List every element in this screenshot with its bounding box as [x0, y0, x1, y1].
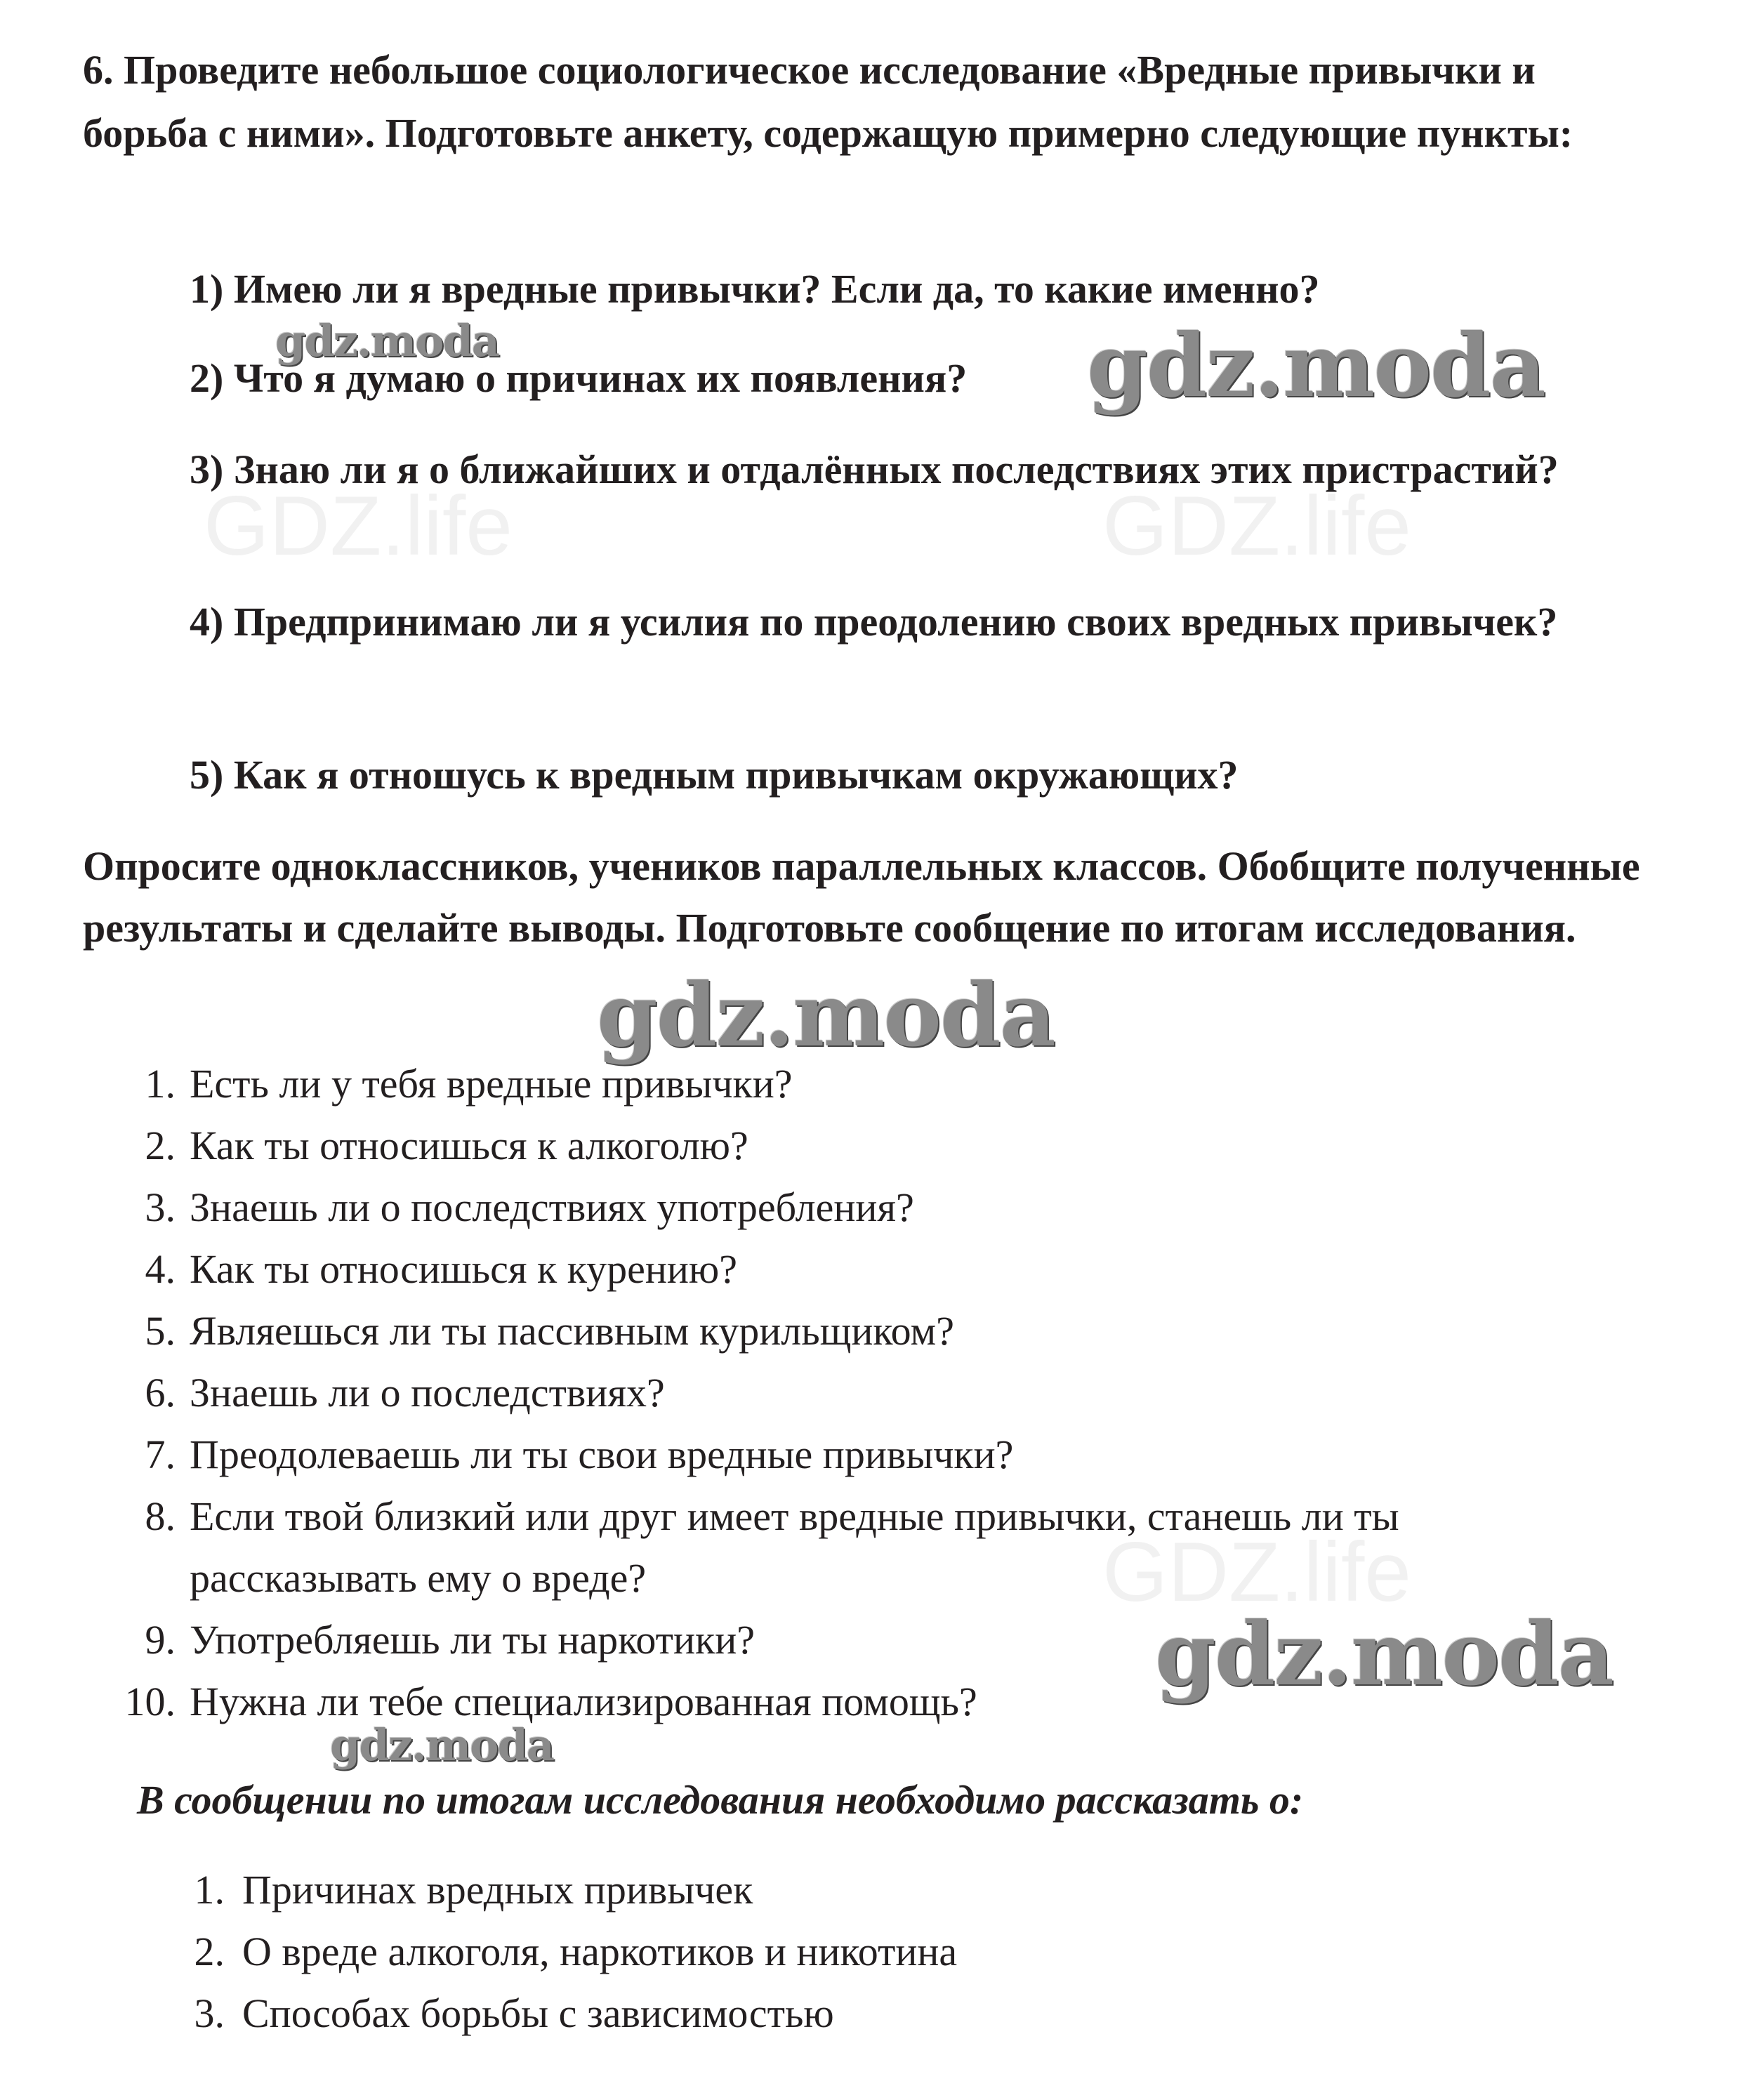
list-item [0, 1983, 1685, 2045]
list-item [0, 1671, 1685, 1733]
item-number: 4. [145, 1246, 176, 1292]
item-text: Знаешь ли о последствиях употребления? [190, 1184, 914, 1230]
item-text: Употребляешь ли ты наркотики? [190, 1617, 755, 1663]
faint-watermark: GDZ.life [1102, 1525, 1412, 1619]
report-list [0, 1859, 1685, 2045]
list-item [0, 1362, 1685, 1424]
item-text: Являешься ли ты пассивным курильщиком? [190, 1308, 954, 1354]
question-1: 1) Имею ли я вредные привычки? Если да, то какие именно? [190, 266, 1320, 312]
list-item [0, 1115, 1685, 1177]
item-number: 9. [145, 1617, 176, 1663]
item-text: Как ты относишься к курению? [190, 1246, 737, 1292]
item-number: 6. [145, 1370, 176, 1415]
faint-watermark: GDZ.life [1102, 479, 1412, 573]
item-text: Нужна ли тебе специализированная помощь? [190, 1679, 977, 1724]
watermark-logo: gdz.moda [597, 965, 1055, 1066]
item-number: 3. [194, 1990, 225, 2036]
list-item [0, 1177, 1685, 1239]
item-number: 10. [124, 1679, 176, 1724]
watermark-logo: gdz.moda [1087, 315, 1545, 417]
question-5: 5) Как я отношусь к вредным привычкам окружающих? [190, 752, 1239, 798]
item-text: Как ты относишься к алкоголю? [190, 1123, 748, 1168]
survey-list [0, 1053, 1685, 1733]
question-2: 2) Что я думаю о причинах их появления? [190, 355, 968, 401]
question-3: 3) Знаю ли я о ближайших и отдалённых последствиях этих пристрастий? [190, 447, 1559, 492]
list-item [0, 1053, 1685, 1115]
list-item [0, 1239, 1685, 1300]
list-item [0, 1921, 1685, 1983]
watermark-logo: gdz.moda [330, 1719, 553, 1771]
item-number: 5. [145, 1308, 176, 1354]
instructions: Опросите одноклассников, учеников параллельных классов. Обобщите полученные результаты и сделайте выводы. Подготовьте сообщение по итогам исследования. [83, 843, 1640, 951]
item-text: Знаешь ли о последствиях? [190, 1370, 665, 1415]
item-text: Если твой близкий или друг имеет вредные привычки, станешь ли ты рассказывать ему о вреде? [190, 1493, 1399, 1601]
item-text: Есть ли у тебя вредные привычки? [190, 1061, 793, 1107]
item-number: 7. [145, 1432, 176, 1477]
item-number: 3. [145, 1184, 176, 1230]
task-title: 6. Проведите небольшое социологическое исследование «Вредные привычки и борьба с ними». Подготовьте анкету, содержащую примерно следующие пункты: [83, 47, 1573, 156]
item-number: 2. [145, 1123, 176, 1168]
list-item [0, 1300, 1685, 1362]
faint-watermark: GDZ.life [204, 479, 513, 573]
item-text: Способах борьбы с зависимостью [242, 1990, 834, 2036]
watermark-logo: gdz.moda [275, 315, 499, 366]
item-text: Причинах вредных привычек [242, 1867, 753, 1913]
watermark-logo: gdz.moda [1155, 1604, 1613, 1705]
list-item [0, 1424, 1685, 1486]
item-number: 1. [145, 1061, 176, 1107]
item-number: 2. [194, 1929, 225, 1974]
list-item [0, 1859, 1685, 1921]
list-item [0, 1486, 1685, 1609]
item-number: 8. [145, 1493, 176, 1539]
item-text: Преодолеваешь ли ты свои вредные привычки? [190, 1432, 1014, 1477]
item-number: 1. [194, 1867, 225, 1913]
list-item [0, 1609, 1685, 1671]
item-text: О вреде алкоголя, наркотиков и никотина [242, 1929, 958, 1974]
question-4: 4) Предпринимаю ли я усилия по преодолению своих вредных привычек? [190, 599, 1558, 645]
report-heading: В сообщении по итогам исследования необходимо рассказать о: [137, 1777, 1304, 1823]
